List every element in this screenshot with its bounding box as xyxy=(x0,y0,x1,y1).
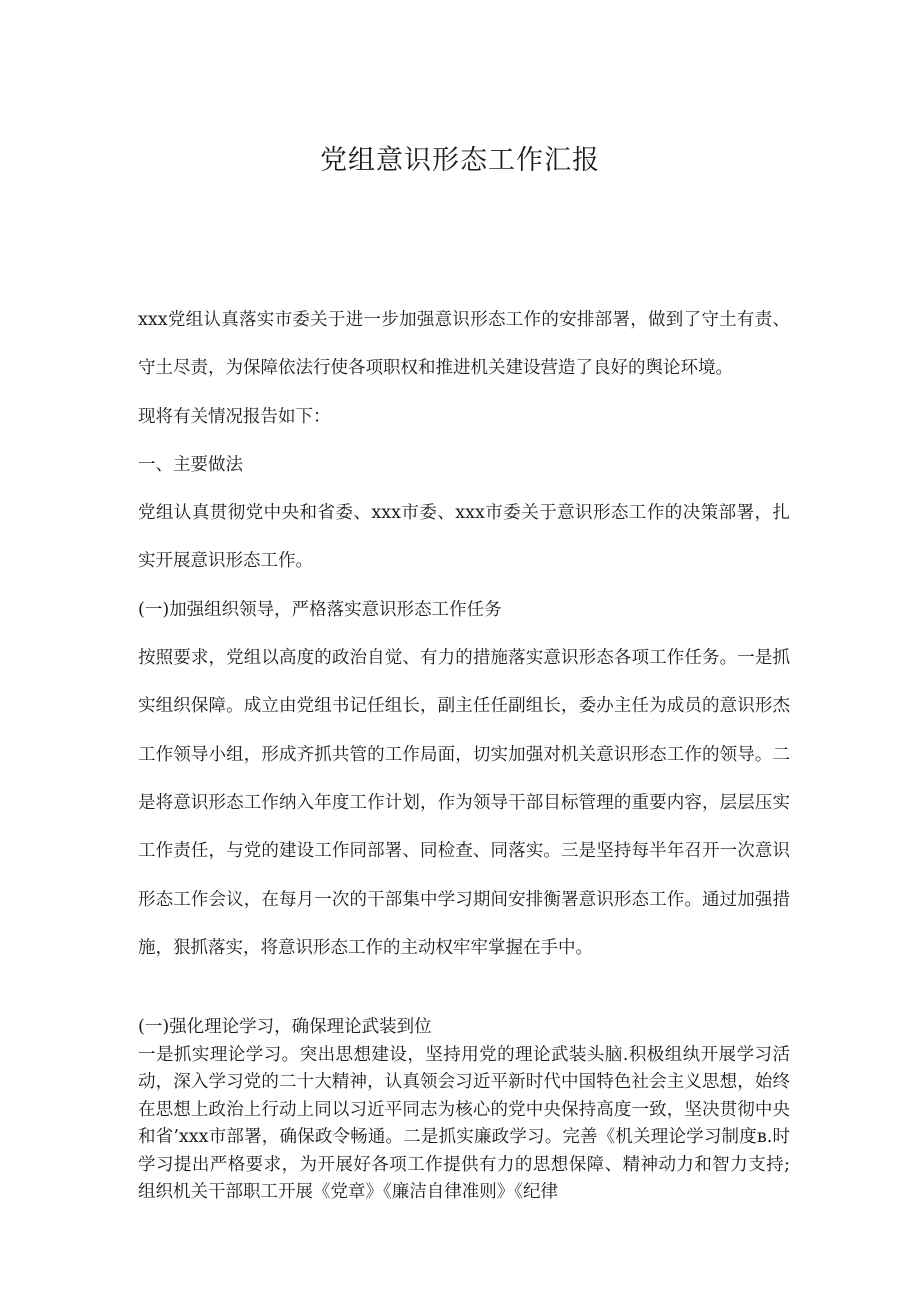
document-title: 党组意识形态工作汇报 xyxy=(320,145,600,176)
document-body-continued xyxy=(138,1014,790,1207)
subsection-heading-theory-study: (一)强化理论学习，确保理论武装到位 xyxy=(138,1017,432,1037)
paragraph-report-lead: 现将有关情况报告如下： xyxy=(138,406,331,427)
paragraph-theory-study-details: 一是抓实理论学习。突出思想建设，坚持用党的理论武装头脑.积极组纨开展学习活动，深入学习党的二十大精神，认真领会习近平新时代中国特色社会主义思想，始终在思想上政治上行动上同以习近平同志为核心的党中央保持高度一致，坚决贯彻中央和省’xxx市部署，确保政令畅通。二是抓实廉政学习。完善《机关理论学习制度в.时学习提出严格要求，为开展好各项工作提供有力的思想保障、精神动力和智力支持;组织机关干部职工开展《党章》《廉洁自律准则》《纪律 xyxy=(138,1044,790,1202)
document-body xyxy=(138,296,790,972)
paragraph-intro: xxx党组认真落实市委关于进一步加强意识形态工作的安排部署，做到了守土有责、守土尽责，为保障依法行使各项职权和推进机关建设营造了良好的舆论环境。 xyxy=(138,310,790,379)
subsection-heading-organization: (一)加强组织领导，严格落实意识形态工作任务 xyxy=(138,599,502,620)
paragraph-organization-details: 按照要求，党组以高度的政治自觉、有力的措施落实意识形态各项工作任务。一是抓实组织保障。成立由党组书记任组长，副主任任副组长，委办主任为成员的意识形杰工作领导小组，形成齐抓共管的工作局面，切实加强对机关意识形态工作的领导。二是将意识形态工作纳入年度工作计划，作为领导干部目标管理的重要内容，层层压实工作责任，与党的建设工作同部署、同检查、同落实。三是坚持每半年召开一次意识形态工作会议，在每月一次的干部集中学习期间安排衡署意识形态工作。通过加强措施，狠抓落实，将意识形态工作的主动权牢牢掌握在手中。 xyxy=(138,648,790,958)
section-heading-main-practices: 一、主要做法 xyxy=(138,454,243,475)
paragraph-implementation: 党组认真贯彻党中央和省委、xxx市委、xxx市委关于意识形态工作的决策部署，扎实开展意识形态工作。 xyxy=(138,503,790,572)
